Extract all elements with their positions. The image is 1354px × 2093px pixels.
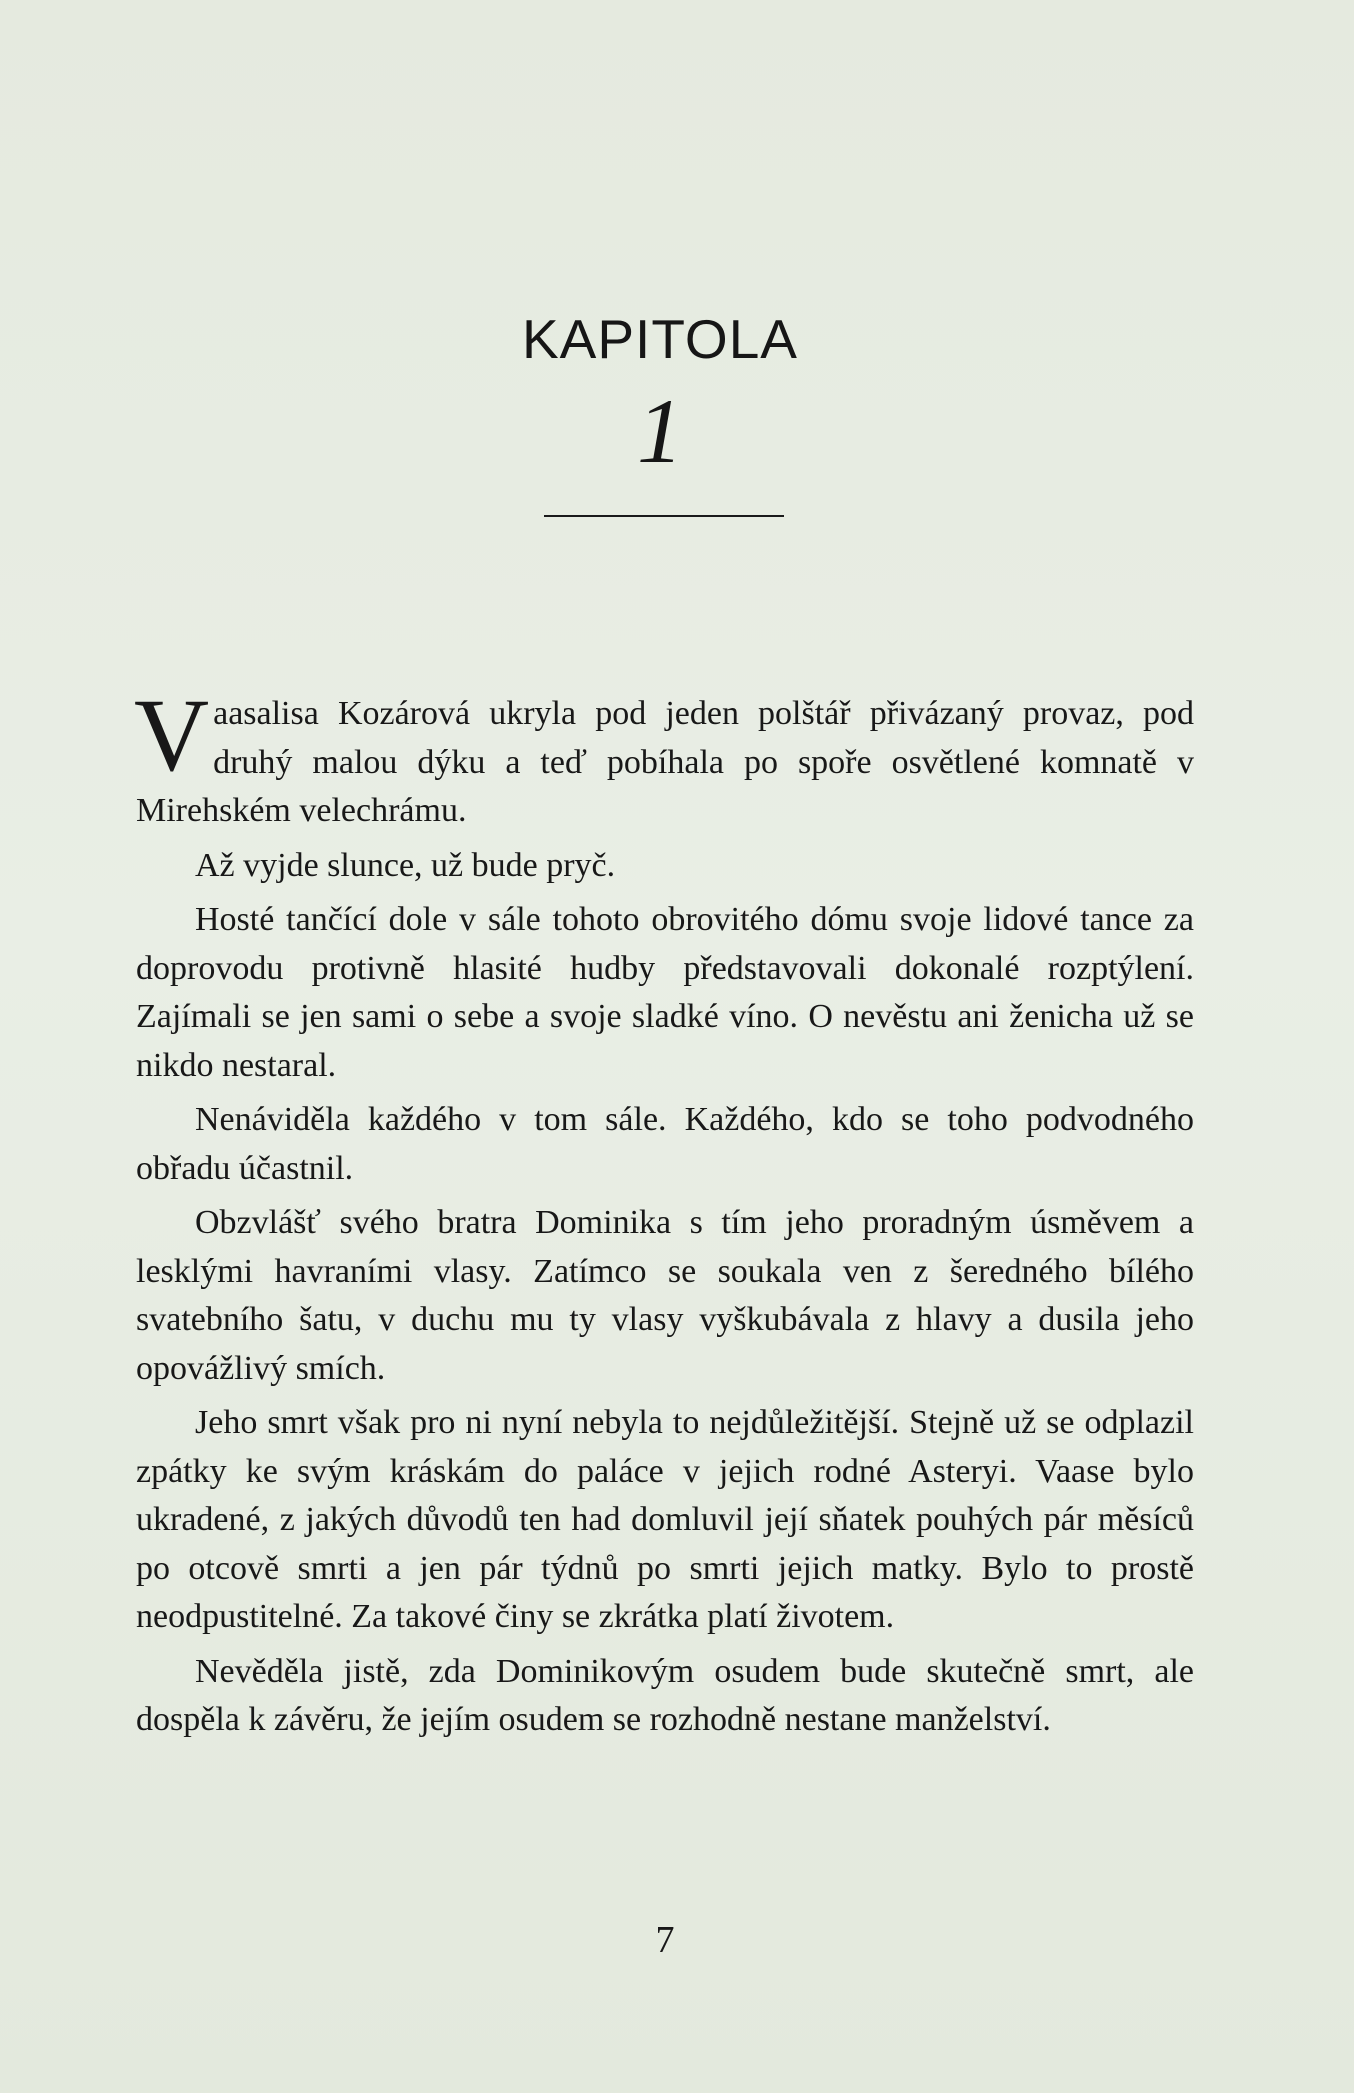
chapter-label: KAPITOLA [522, 308, 798, 370]
chapter-divider [544, 515, 784, 517]
body-text [134, 678, 1194, 1751]
paragraph-text: aasalisa Kozárová ukryla pod jeden polštář přivázaný provaz, pod druhý malou dýku a teď pobíhala po spoře osvětlené komnatě v Mirehském velechrámu. [136, 695, 1194, 829]
paragraph: Obzvlášť svého bratra Dominika s tím jeho proradným úsměvem a lesklými havraními vlasy. Zatímco se soukala ven z šeredného bílého svatebního šatu, v duchu mu ty vlasy vyškubávala z hlavy a dusila jeho opovážlivý smích. [136, 1204, 1194, 1387]
chapter-number: 1 [637, 380, 683, 482]
paragraph: Hosté tančící dole v sále tohoto obrovitého dómu svoje lidové tance za doprovodu protivně hlasité hudby představovali dokonalé rozptýlení. Zajímali se jen sami o sebe a svoje sladké víno. O nevěstu ani ženicha už se nikdo nestaral. [136, 901, 1194, 1084]
page-number: 7 [655, 1919, 675, 1961]
paragraph: Nenáviděla každého v tom sále. Každého, kdo se toho podvodného obřadu účastnil. [136, 1101, 1194, 1187]
paragraph: Až vyjde slunce, už bude pryč. [195, 846, 616, 884]
paragraph: Nevěděla jistě, zda Dominikovým osudem bude skutečně smrt, ale dospěla k závěru, že jejím osudem se rozhodně nestane manželství. [136, 1652, 1194, 1738]
drop-cap: V [134, 678, 210, 793]
chapter-heading [0, 308, 1320, 482]
paragraph [134, 678, 1194, 836]
paragraph: Jeho smrt však pro ni nyní nebyla to nejdůležitější. Stejně už se odplazil zpátky ke svým kráskám do paláce v jejich rodné Asteryi. Vaase bylo ukradené, z jakých důvodů ten had domluvil její sňatek pouhých pár měsíců po otcově smrti a jen pár týdnů po smrti jejich matky. Bylo to prostě neodpustitelné. Za takové činy se zkrátka platí životem. [136, 1404, 1194, 1635]
